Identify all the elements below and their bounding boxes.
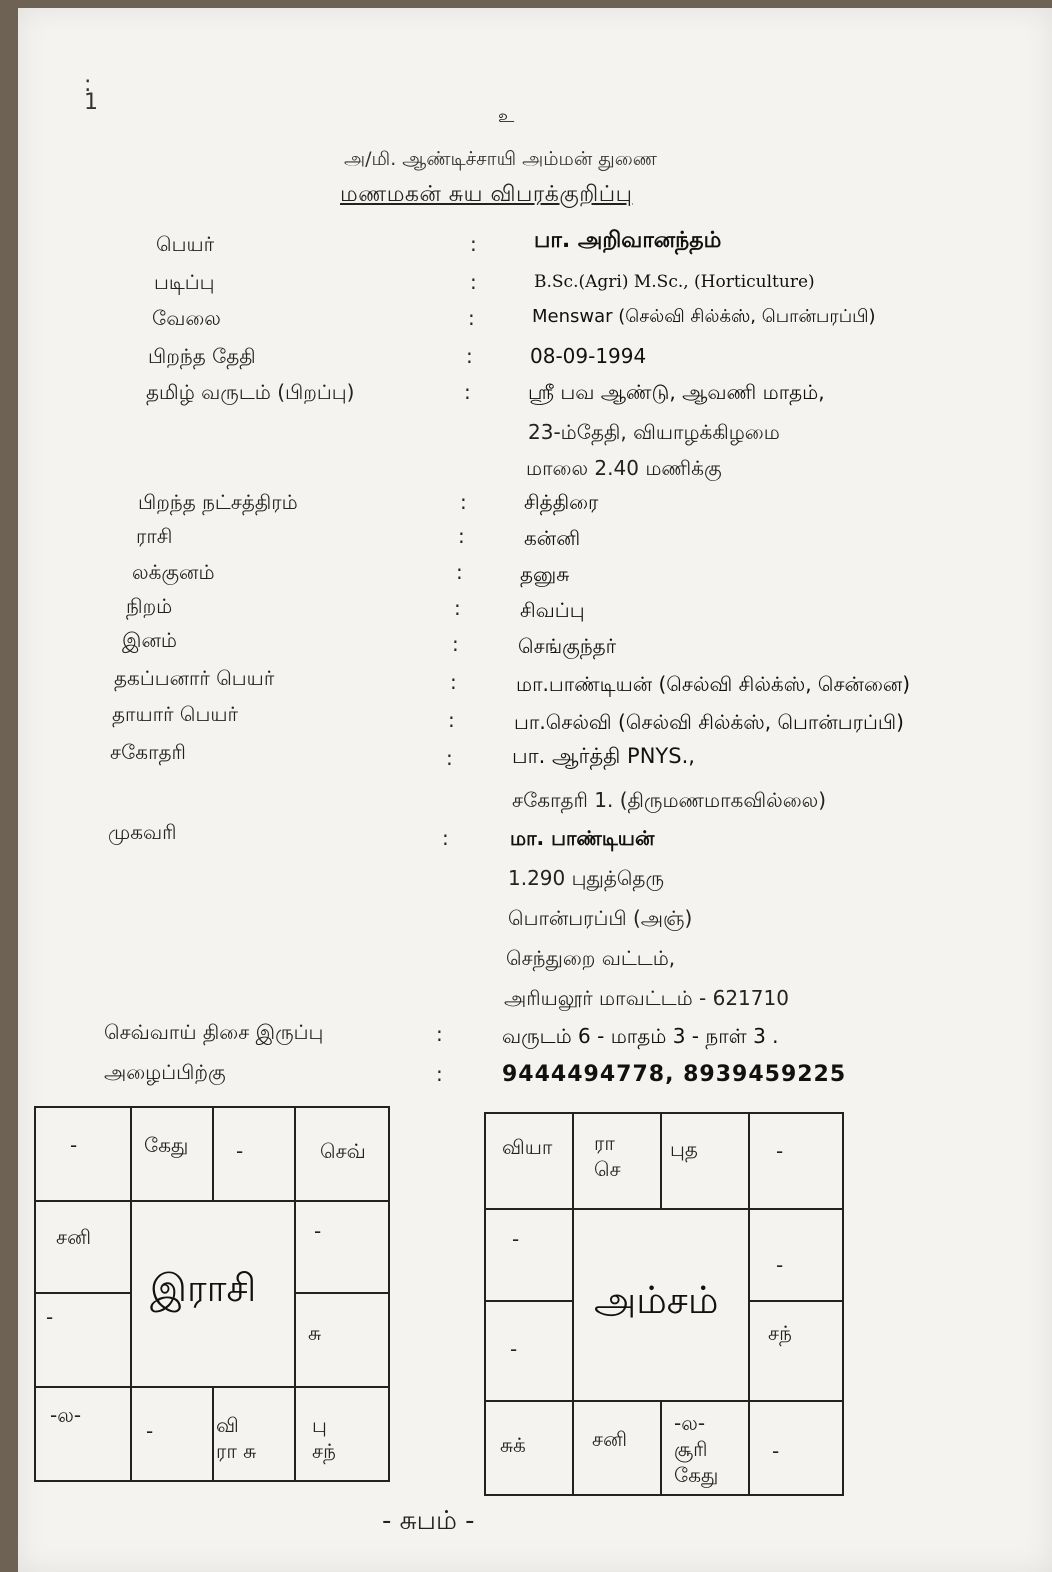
amsam-house-12: வியா xyxy=(502,1135,553,1159)
rasi-house-2: - xyxy=(236,1139,244,1163)
amsam-house-3: - xyxy=(776,1139,784,1163)
field-label: தகப்பனார் பெயர் xyxy=(114,666,275,690)
field-value: தனுசு xyxy=(520,562,570,586)
field-label: செவ்வாய் திசை இருப்பு xyxy=(104,1020,324,1044)
field-value: பா. அறிவானந்தம் xyxy=(534,228,722,253)
amsam-house-1: ரா செ xyxy=(594,1131,621,1181)
field-value: மா.பாண்டியன் (செல்வி சில்க்ஸ், சென்னை) xyxy=(516,672,911,696)
amsam-house-6: - xyxy=(772,1439,780,1463)
field-colon: : xyxy=(468,306,475,330)
field-value: செங்குந்தர் xyxy=(518,634,617,658)
rasi-house-7: வி ரா சு xyxy=(216,1413,257,1463)
field-colon: : xyxy=(446,746,453,770)
field-colon: : xyxy=(436,1022,443,1046)
field-label: இனம் xyxy=(122,628,177,652)
amsam-house-8: சனி xyxy=(592,1427,627,1451)
field-colon: : xyxy=(450,670,457,694)
address-line: அரியலூர் மாவட்டம் - 621710 xyxy=(504,986,789,1010)
address-line: பொன்பரப்பி (அஞ்) xyxy=(508,906,693,930)
pillaiyar-suzhi: உ xyxy=(498,106,515,127)
field-value: வருடம் 6 - மாதம் 3 - நாள் 3 . xyxy=(502,1024,779,1048)
field-label: நிறம் xyxy=(126,594,173,618)
field-value: பா.செல்வி (செல்வி சில்க்ஸ், பொன்பரப்பி) xyxy=(514,710,904,734)
rasi-house-1: கேது xyxy=(144,1133,189,1157)
amsam-chart-title: அம்சம் xyxy=(594,1278,719,1322)
field-colon: : xyxy=(442,826,449,850)
field-value: சித்திரை xyxy=(524,490,599,514)
field-value: கன்னி xyxy=(524,526,581,550)
field-label: படிப்பு xyxy=(154,270,215,294)
field-label: லக்குனம் xyxy=(132,560,215,584)
field-colon: : xyxy=(470,232,477,256)
field-colon: : xyxy=(464,380,471,404)
field-colon: : xyxy=(448,708,455,732)
field-colon: : xyxy=(454,596,461,620)
field-value: B.Sc.(Agri) M.Sc., (Horticulture) xyxy=(534,272,815,292)
rasi-chart-title: இராசி xyxy=(150,1266,257,1310)
birth-detail-line: மாலை 2.40 மணிக்கு xyxy=(526,456,722,480)
document-page xyxy=(18,8,1052,1572)
rasi-house-6: பு சந் xyxy=(312,1413,336,1463)
rasi-house-8: - xyxy=(146,1419,154,1443)
field-label: தமிழ் வருடம் (பிறப்பு) xyxy=(146,380,355,404)
footer-subam: - சுபம் - xyxy=(382,1506,475,1536)
margin-marks: : 1 xyxy=(84,72,98,115)
field-colon: : xyxy=(456,560,463,584)
rasi-house-5: சு xyxy=(308,1321,322,1345)
sister-detail-line: சகோதரி 1. (திருமணமாகவில்லை) xyxy=(512,788,827,812)
field-colon: : xyxy=(470,270,477,294)
blessing-line: அ/மி. ஆண்டிச்சாயி அம்மன் துணை xyxy=(344,148,657,170)
amsam-house-9: சுக் xyxy=(500,1433,526,1457)
address-line: 1.290 புதுத்தெரு xyxy=(508,866,664,890)
rasi-house-9: -ல- xyxy=(50,1403,82,1427)
rasi-house-11: சனி xyxy=(56,1225,91,1249)
field-label: முகவரி xyxy=(108,820,177,844)
rasi-house-4: - xyxy=(314,1219,322,1243)
amsam-house-5: சந் xyxy=(768,1321,792,1345)
field-colon: : xyxy=(452,632,459,656)
field-label: பெயர் xyxy=(156,232,215,256)
field-label: ராசி xyxy=(136,524,173,548)
field-value: சிவப்பு xyxy=(520,598,585,622)
rasi-house-12: - xyxy=(70,1133,78,1157)
field-colon: : xyxy=(436,1062,443,1086)
field-colon: : xyxy=(460,490,467,514)
birth-detail-line: 23-ம்தேதி, வியாழக்கிழமை xyxy=(528,420,780,444)
field-value: பா. ஆர்த்தி PNYS., xyxy=(512,744,695,768)
field-value: 9444494778, 8939459225 xyxy=(502,1062,847,1087)
field-label: தாயார் பெயர் xyxy=(112,702,238,726)
amsam-chart xyxy=(484,1112,844,1496)
field-colon: : xyxy=(466,344,473,368)
field-label: பிறந்த தேதி xyxy=(148,344,256,368)
field-value: 08-09-1994 xyxy=(530,344,647,368)
document-heading: மணமகன் சுய விபரக்குறிப்பு xyxy=(340,182,633,207)
field-value: Menswar (செல்வி சில்க்ஸ், பொன்பரப்பி) xyxy=(532,306,876,327)
rasi-house-3: செவ் xyxy=(320,1139,366,1163)
amsam-house-2: புத xyxy=(670,1137,698,1161)
field-label: பிறந்த நட்சத்திரம் xyxy=(138,490,298,514)
field-label: வேலை xyxy=(152,306,221,330)
field-label: அழைப்பிற்கு xyxy=(104,1060,226,1084)
field-label: சகோதரி xyxy=(110,740,186,764)
amsam-house-10: - xyxy=(510,1337,518,1361)
field-value: ஸ்ரீ பவ ஆண்டு, ஆவணி மாதம், xyxy=(528,380,825,404)
field-value: மா. பாண்டியன் xyxy=(510,826,655,850)
amsam-house-4: - xyxy=(776,1253,784,1277)
field-colon: : xyxy=(458,524,465,548)
amsam-house-7: -ல- சூரி கேது xyxy=(674,1411,719,1487)
rasi-chart xyxy=(34,1106,390,1482)
rasi-house-10: - xyxy=(46,1305,54,1329)
amsam-house-11: - xyxy=(512,1227,520,1251)
address-line: செந்துறை வட்டம், xyxy=(506,946,676,970)
